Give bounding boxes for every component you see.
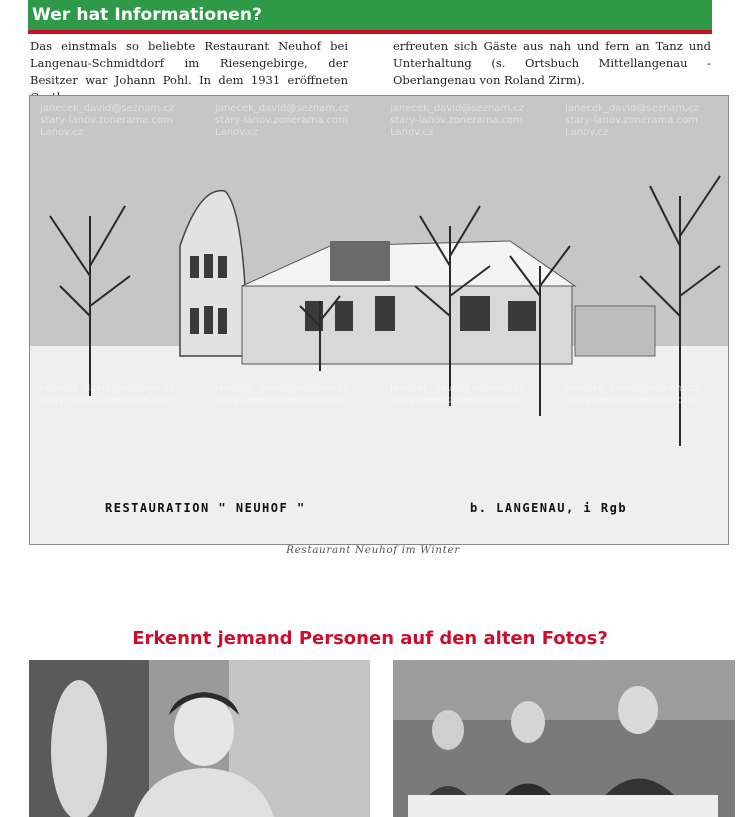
watermark-text: Lanov.cz bbox=[40, 127, 84, 138]
watermark-text: stary-lanov.zonerama.com bbox=[215, 115, 348, 126]
watermark-text: stary-lanov.zonerama.com bbox=[390, 395, 523, 406]
watermark-text: janecek_david@seznam.cz bbox=[215, 103, 350, 114]
section-heading: Erkennt jemand Personen auf den alten Fotos? bbox=[132, 628, 608, 649]
intro-text-right: erfreuten sich Gäste aus nah und fern an Tanz und Unterhaltung (s. Ortsbuch Mittellangenau - Oberlangenau von Roland Zirm). bbox=[393, 39, 711, 87]
watermark-text: stary-lanov.zonerama.com bbox=[215, 395, 348, 406]
intro-text-left: Das einstmals so beliebte Restaurant Neuhof bei Langenau-Schmidtdorf im Riesengebirge, der Besitzer war Johann Pohl. In dem 1931 eröffneten bbox=[30, 39, 348, 87]
watermark-text: janecek_david@seznam.cz bbox=[565, 103, 700, 114]
watermark-text: janecek_david@seznam.cz bbox=[40, 103, 175, 114]
watermark-text: janecek_david@seznam.cz bbox=[215, 383, 350, 394]
watermark-text: stary-lanov.zonerama.com bbox=[390, 115, 523, 126]
watermark-text: stary-lanov.zonerama.com bbox=[565, 395, 698, 406]
watermark-text: janecek_david@seznam.cz bbox=[565, 383, 700, 394]
woman-portrait-photo bbox=[29, 660, 370, 817]
watermark-text: janecek_david@seznam.cz bbox=[390, 103, 525, 114]
header-title: Wer hat Informationen? bbox=[32, 5, 263, 25]
watermark-text: janecek_david@seznam.cz bbox=[40, 383, 175, 394]
restaurant-neuhof-photo bbox=[29, 95, 729, 545]
watermark-text: stary-lanov.zonerama.com bbox=[40, 395, 173, 406]
watermark-text: janecek_david@seznam.cz bbox=[390, 383, 525, 394]
watermark-text: Lanov.cz bbox=[565, 127, 609, 138]
section-header-bar bbox=[28, 0, 712, 34]
three-men-photo bbox=[393, 660, 735, 817]
watermark-text: Lanov.cz bbox=[215, 127, 259, 138]
postcard-inscription-left: RESTAURATION " NEUHOF " bbox=[105, 501, 306, 515]
postcard-inscription-right: b. LANGENAU, i Rgb bbox=[470, 501, 628, 515]
photo-caption: Restaurant Neuhof im Winter bbox=[286, 544, 460, 556]
watermark-text: stary-lanov.zonerama.com bbox=[565, 115, 698, 126]
watermark-text: stary-lanov.zonerama.com bbox=[40, 115, 173, 126]
watermark-text: Lanov.cz bbox=[390, 127, 434, 138]
